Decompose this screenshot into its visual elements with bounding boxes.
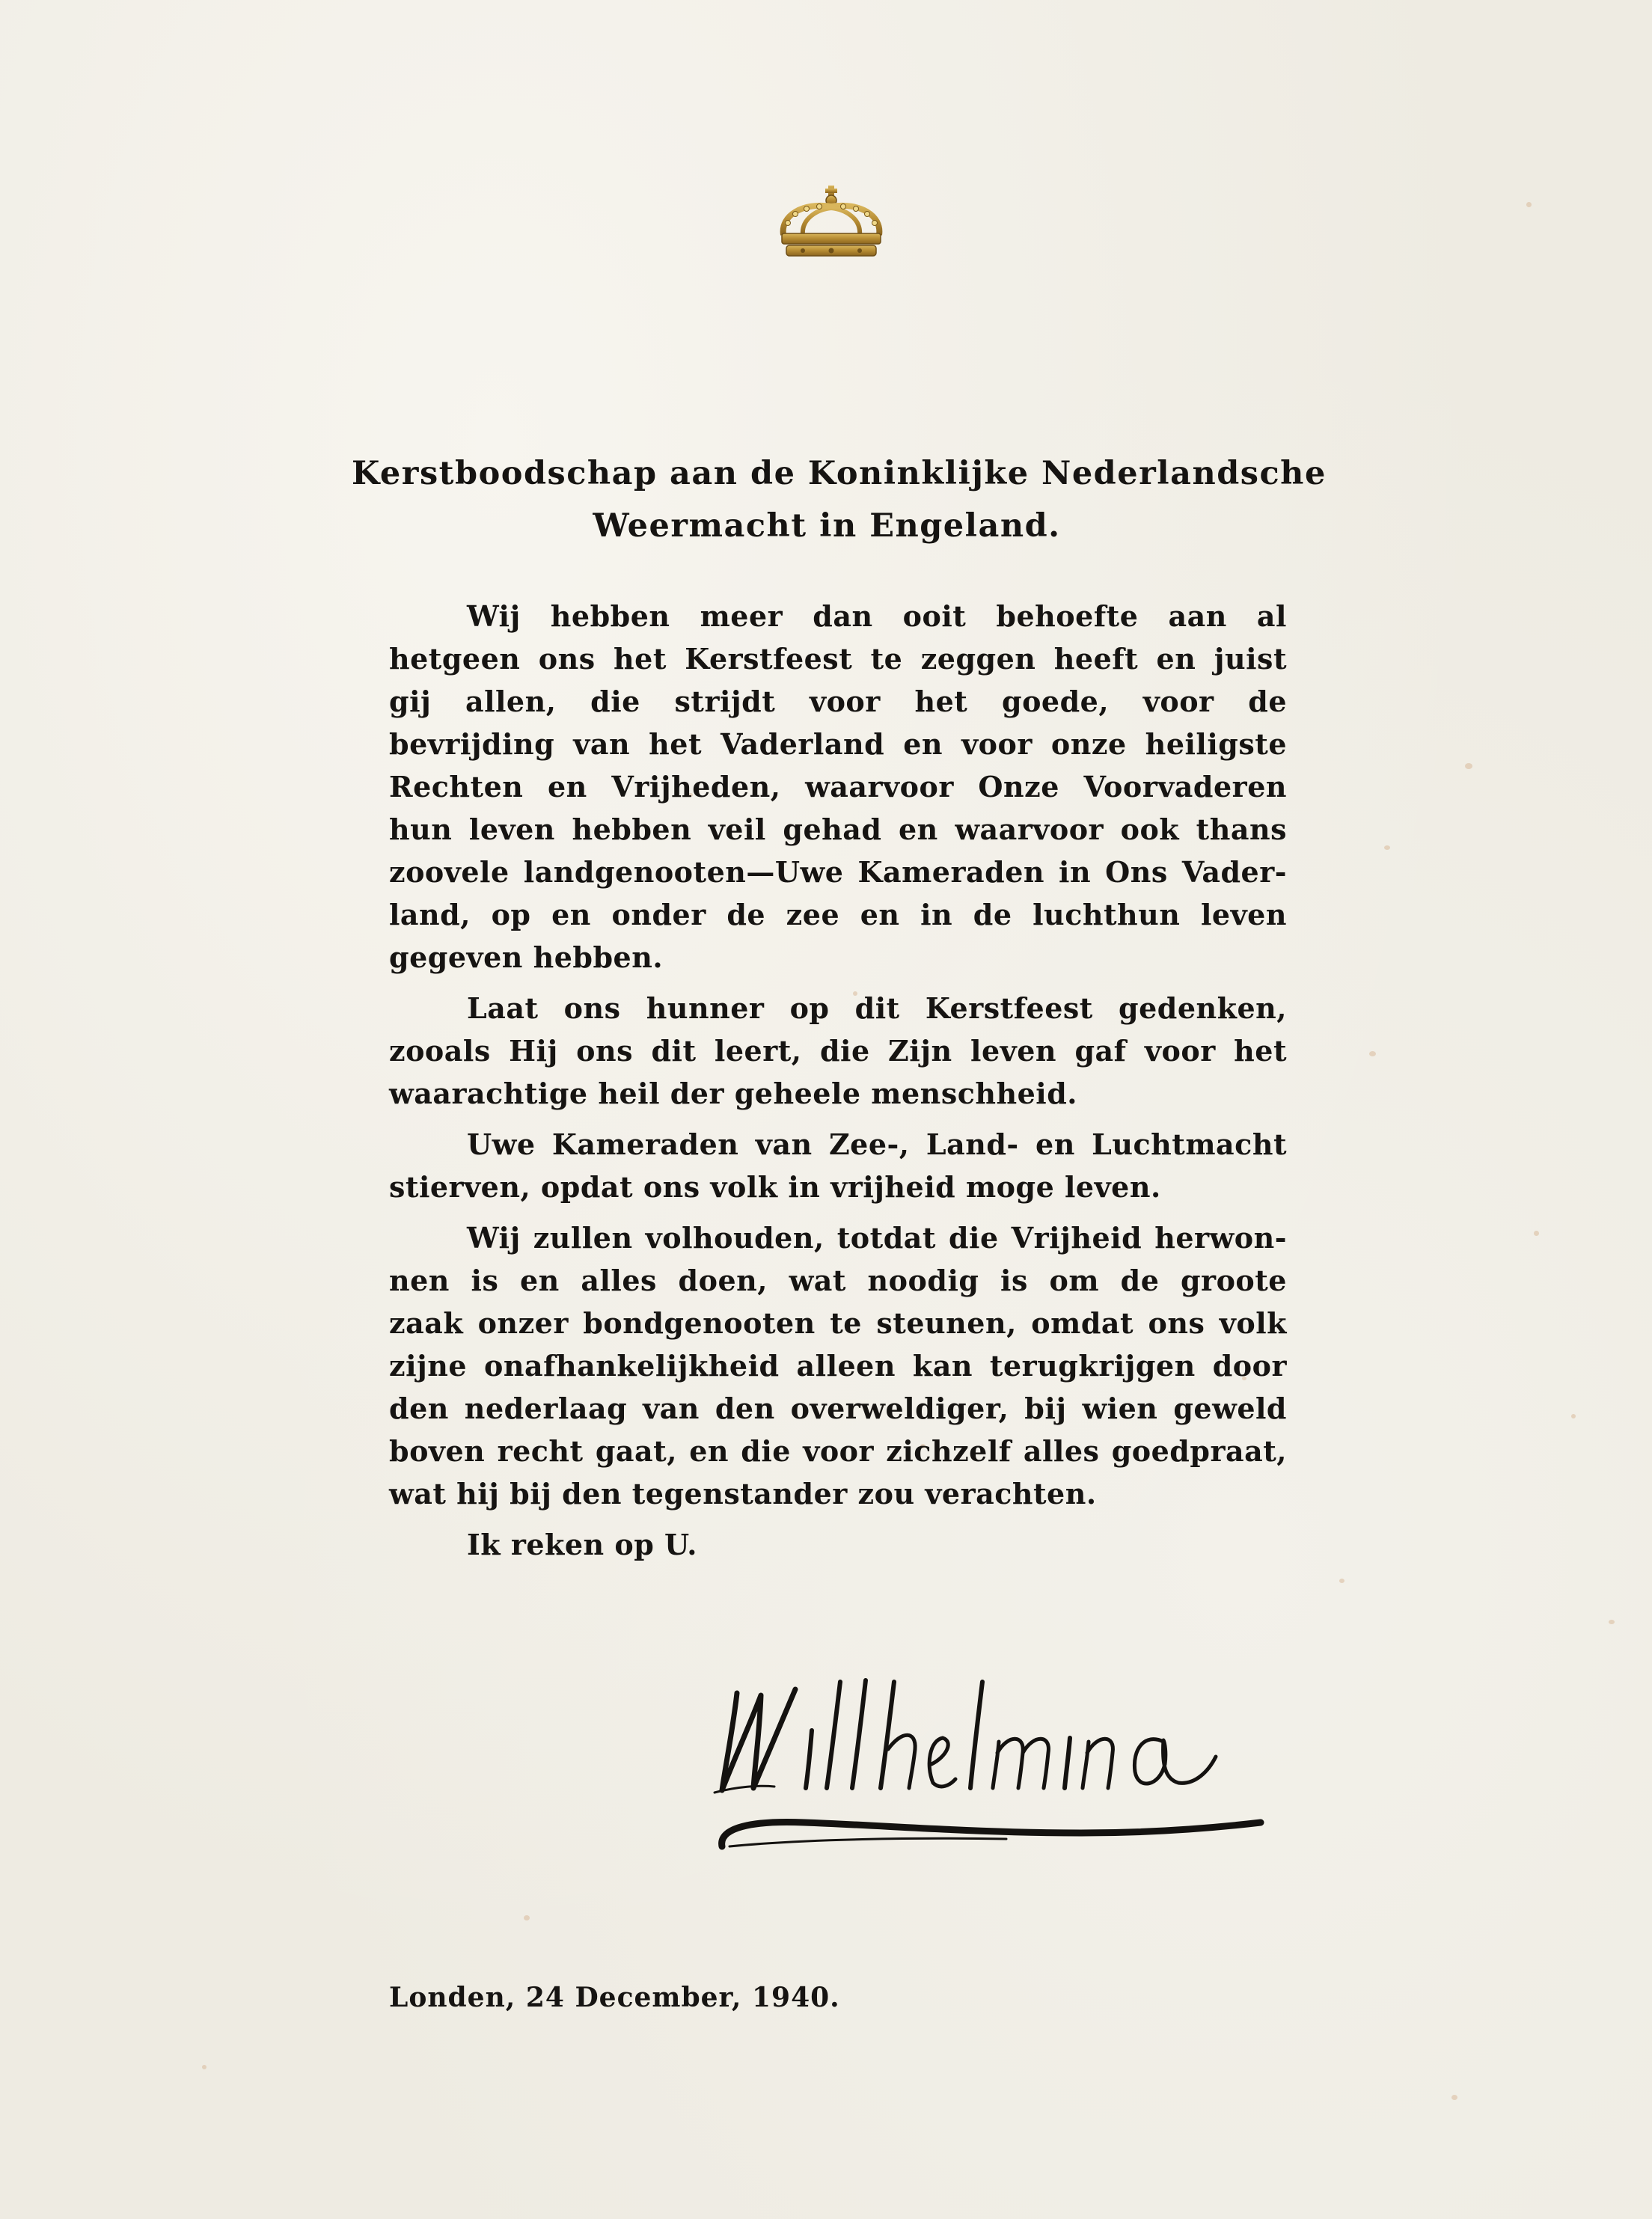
text-line: den nederlaag van den overweldiger, bij wien geweld bbox=[389, 1392, 1287, 1425]
paper-speck bbox=[1339, 1579, 1344, 1583]
text-line: hetgeen ons het Kerstfeest te zeggen heeft en juist bbox=[389, 642, 1287, 676]
paragraph bbox=[389, 1123, 1287, 1208]
paper-speck bbox=[202, 2065, 206, 2069]
text-line: zaak onzer bondgenooten te steunen, omdat ons volk bbox=[389, 1306, 1287, 1340]
paper-speck bbox=[1534, 1231, 1539, 1236]
text-line: gij allen, die strijdt voor het goede, voor de bbox=[389, 685, 1287, 718]
paper-speck bbox=[1384, 845, 1390, 850]
title-line: Weermacht in Engeland. bbox=[593, 507, 1061, 545]
text-line: hun leven hebben veil gehad en waarvoor ook thans bbox=[389, 812, 1287, 846]
crown-icon bbox=[773, 186, 890, 260]
title-line: Kerstboodschap aan de Koninklijke Nederlandsche bbox=[352, 455, 1327, 492]
paper-speck bbox=[1526, 202, 1532, 207]
paper-speck bbox=[1451, 2095, 1457, 2100]
text-line: Wij hebben meer dan ooit behoefte aan al bbox=[467, 599, 1287, 633]
text-line: nen is en alles doen, wat noodig is om de groote bbox=[389, 1264, 1287, 1297]
text-line: bevrijding van het Vaderland en voor onze heiligste bbox=[389, 727, 1287, 761]
text-line: land, op en onder de zee en in de luchthun leven bbox=[389, 898, 1287, 931]
text-line: Laat ons hunner op dit Kerstfeest gedenken, bbox=[467, 991, 1287, 1025]
paper-speck bbox=[524, 1915, 530, 1920]
text-line: zoovele landgenooten—Uwe Kameraden in Ons Vader- bbox=[389, 855, 1287, 889]
text-line: zijne onafhankelijkheid alleen kan terugkrijgen door bbox=[389, 1349, 1287, 1383]
paper-speck bbox=[1369, 1051, 1376, 1056]
paper-speck bbox=[1609, 1620, 1615, 1624]
paragraph bbox=[389, 987, 1287, 1115]
text-line: Rechten en Vrijheden, waarvoor Onze Voorvaderen bbox=[389, 770, 1287, 804]
text-line: Uwe Kameraden van Zee-, Land- en Luchtmacht bbox=[467, 1127, 1287, 1161]
paper-speck bbox=[1465, 763, 1472, 769]
paragraph bbox=[389, 595, 1287, 979]
text-line: wat hij bij den tegenstander zou verachten. bbox=[389, 1477, 1097, 1511]
text-line: stierven, opdat ons volk in vrijheid moge leven. bbox=[389, 1170, 1161, 1204]
text-line: waarachtige heil der geheele menschheid. bbox=[389, 1077, 1078, 1110]
text-line: Wij zullen volhouden, totdat die Vrijheid herwon- bbox=[467, 1221, 1287, 1255]
paragraph bbox=[389, 1216, 1287, 1515]
text-line: boven recht gaat, en die voor zichzelf alles goedpraat, bbox=[389, 1434, 1287, 1468]
text-line: zooals Hij ons dit leert, die Zijn leven gaf voor het bbox=[389, 1034, 1287, 1068]
text-line: gegeven hebben. bbox=[389, 940, 664, 974]
signature-icon bbox=[692, 1659, 1291, 1869]
closing-paragraph bbox=[389, 1523, 1287, 1566]
closing-line: Ik reken op U. bbox=[467, 1528, 697, 1561]
letter-title bbox=[352, 447, 1327, 552]
paper-speck bbox=[1571, 1414, 1576, 1418]
dateline: Londen, 24 December, 1940. bbox=[389, 1982, 840, 2013]
letter-body bbox=[389, 595, 1287, 1574]
